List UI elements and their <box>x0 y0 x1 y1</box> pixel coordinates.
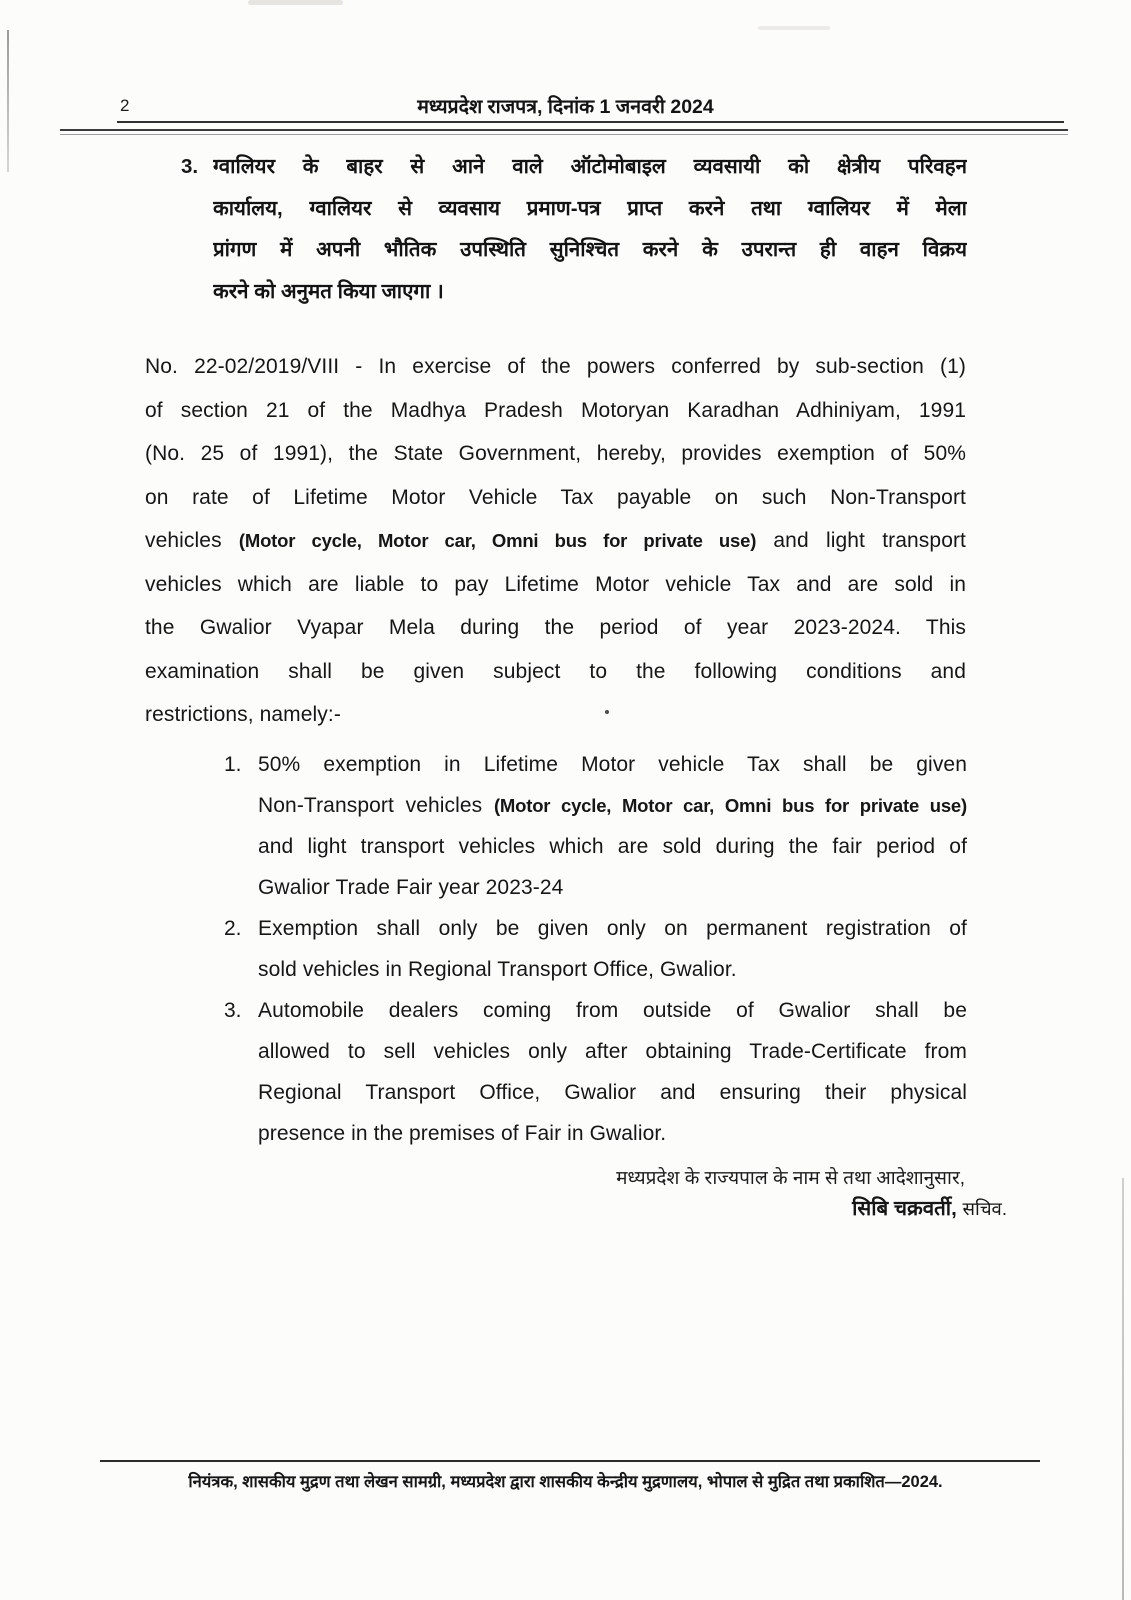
notification-line <box>145 476 966 520</box>
condition-text: allowed to sell vehicles only after obtaining Trade-Certificate from <box>258 1040 967 1063</box>
notification-line <box>145 389 966 433</box>
condition-text: 50% exemption in Lifetime Motor vehicle Tax shall be given <box>258 753 967 776</box>
hindi-clause-line: ग्वालियर के बाहर से आने वाले ऑटोमोबाइल व्यवसायी को क्षेत्रीय परिवहन <box>213 155 967 178</box>
notification-text: vehicles which are liable to pay Lifetime Motor vehicle Tax and are sold in <box>145 572 966 596</box>
condition-item-1 <box>224 744 967 908</box>
vehicle-types-parenthetical: (Motor cycle, Motor car, Omni bus for private use) <box>238 530 757 551</box>
scan-smudge-top-2 <box>758 26 830 30</box>
condition-text: Automobile dealers coming from outside of Gwalior shall be <box>258 999 967 1022</box>
notification-line <box>145 519 966 563</box>
notification-line <box>145 650 966 694</box>
scan-edge-line-right <box>1122 1178 1124 1600</box>
notification-line <box>145 606 966 650</box>
notification-text: No. 22-02/2019/VIII - In exercise of the powers conferred by sub-section (1) <box>145 355 966 378</box>
notification-text: the Gwalior Vyapar Mela during the period of year 2023-2024. This <box>145 616 966 639</box>
hindi-clause-line: कार्यालय, ग्वालियर से व्यवसाय प्रमाण-पत्र प्राप्त करने तथा ग्वालियर में मेला <box>213 196 967 220</box>
clause-number: 3. <box>181 155 199 178</box>
gazette-header-title: मध्यप्रदेश राजपत्र, दिनांक 1 जनवरी 2024 <box>417 96 714 118</box>
notification-line <box>145 345 966 389</box>
hindi-clause-line: प्रांगण में अपनी भौतिक उपस्थिति सुनिश्चित करने के उपरान्त ही वाहन विक्रय <box>213 238 967 261</box>
secretary-designation: सचिव. <box>962 1198 1007 1219</box>
signature-name-line <box>852 1194 1007 1222</box>
condition-text: Exemption shall only be given only on permanent registration of <box>258 917 967 940</box>
condition-number: 2. <box>224 917 242 940</box>
notification-text: of section 21 of the Madhya Pradesh Motoryan Karadhan Adhiniyam, 1991 <box>145 398 966 422</box>
hindi-clause-line: करने को अनुमत किया जाएगा । <box>213 279 444 303</box>
header-rule-shadow <box>60 134 1068 135</box>
notification-text: on rate of Lifetime Motor Vehicle Tax payable on such Non-Transport <box>145 485 966 509</box>
page-number: 2 <box>120 96 130 115</box>
condition-item-3 <box>224 990 967 1154</box>
condition-line <box>258 785 967 826</box>
notification-text: and light transport <box>756 529 966 552</box>
notification-paragraph <box>145 345 966 737</box>
secretary-name: सिबि चक्रवर्ती, <box>852 1197 957 1220</box>
header-rule-double <box>60 129 1068 131</box>
notification-text: vehicles <box>145 529 239 552</box>
printer-imprint: नियंत्रक, शासकीय मुद्रण तथा लेखन सामग्री, मध्यप्रदेश द्वारा शासकीय केन्द्रीय मुद्रणालय, भोपाल से मुद्रित तथा प्रकाशित—2024. <box>188 1473 943 1491</box>
condition-line <box>258 744 967 785</box>
condition-text: and light transport vehicles which are sold during the fair period of <box>258 835 967 858</box>
condition-text: Non-Transport vehicles <box>258 794 494 817</box>
notification-text: (No. 25 of 1991), the State Government, hereby, provides exemption of 50% <box>145 442 966 465</box>
condition-text: Regional Transport Office, Gwalior and ensuring their physical <box>258 1081 967 1104</box>
condition-line <box>258 1031 967 1072</box>
signature-authority-line: मध्यप्रदेश के राज्यपाल के नाम से तथा आदेशानुसार, <box>616 1168 965 1189</box>
condition-line <box>258 990 967 1031</box>
hindi-clause-3 <box>181 146 967 312</box>
notification-line <box>145 563 966 607</box>
vehicle-types-parenthetical: (Motor cycle, Motor car, Omni bus for private use) <box>493 795 967 816</box>
condition-text: sold vehicles in Regional Transport Office, Gwalior. <box>258 958 737 981</box>
condition-item-2 <box>224 908 967 990</box>
condition-line <box>258 1072 967 1113</box>
scan-smudge-top-1 <box>248 0 343 5</box>
condition-text: Gwalior Trade Fair year 2023-24 <box>258 876 564 899</box>
condition-line <box>258 908 967 949</box>
header-rule-top <box>117 121 1064 123</box>
notification-line <box>145 432 966 476</box>
condition-line <box>258 1113 967 1154</box>
condition-line <box>258 949 967 990</box>
condition-line <box>258 826 967 867</box>
footer-rule <box>100 1460 1040 1462</box>
condition-line <box>258 867 967 908</box>
condition-number: 3. <box>224 999 242 1022</box>
condition-number: 1. <box>224 753 242 776</box>
condition-text: presence in the premises of Fair in Gwalior. <box>258 1122 667 1145</box>
conditions-list <box>224 744 967 1154</box>
notification-text: restrictions, namely:- <box>145 703 341 726</box>
notification-line <box>145 693 966 737</box>
notification-text: examination shall be given subject to the following conditions and <box>145 659 966 683</box>
